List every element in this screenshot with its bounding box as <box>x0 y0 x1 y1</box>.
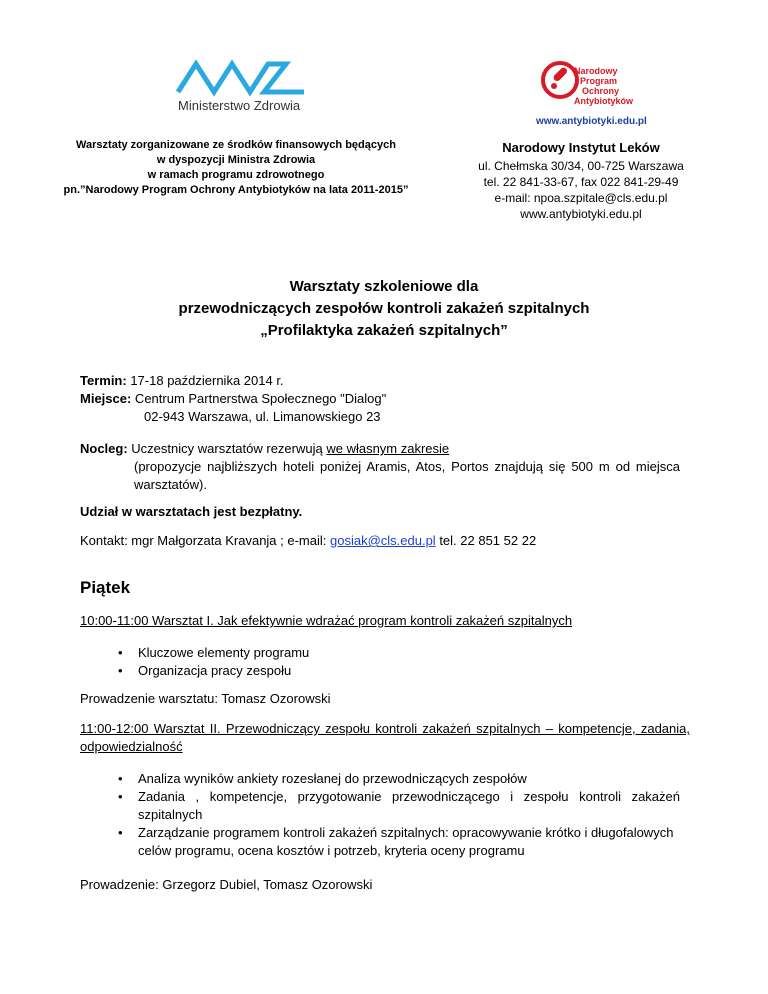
termin-label: Termin: <box>80 373 127 388</box>
funding-note-line: w dyspozycji Ministra Zdrowia <box>156 154 316 166</box>
day-heading: Piątek <box>80 578 131 597</box>
title-line: Warsztaty szkoleniowe dla <box>289 278 479 295</box>
list-item: • Analiza wyników ankiety rozesłanej do przewodniczących zespołów <box>80 770 680 788</box>
session-title: 11:00-12:00 Warsztat II. Przewodniczący zespołu kontroli zakażeń szpitalnych – kompetencje, zadania, odpowiedzialność <box>80 721 690 754</box>
nocleg-block <box>80 440 680 494</box>
institute-email: e-mail: npoa.szpitale@cls.edu.pl <box>494 191 668 205</box>
funding-note-line: w ramach programu zdrowotnego <box>147 169 325 181</box>
ministry-name: Ministerstwo Zdrowia <box>178 98 301 113</box>
institute-address: ul. Chełmska 30/34, 00-725 Warszawa <box>478 159 684 173</box>
list-item: • Organizacja pracy zespołu <box>80 662 680 680</box>
list-item: • Zadania , kompetencje, przygotowanie przewodniczącego i zespołu kontroli zakażeń szpitalnych <box>80 788 680 824</box>
contact-text: Kontakt: mgr Małgorzata Kravanja ; e-mail: <box>80 533 330 548</box>
termin-value: 17-18 października 2014 r. <box>126 373 284 388</box>
list-item: • Zarządzanie programem kontroli zakażeń szpitalnych: opracowywanie krótko i długofalowych celów programu, ocena kosztów i potrzeb, kryteria oceny programu <box>80 824 680 860</box>
contact-row <box>80 532 700 550</box>
miejsce-label: Miejsce: <box>80 391 132 406</box>
event-info <box>80 372 680 426</box>
funding-note <box>60 138 412 198</box>
npoa-logo-line: Narodowy <box>574 66 618 76</box>
session-lead: Prowadzenie: Grzegorz Dubiel, Tomasz Ozorowski <box>80 877 373 892</box>
institute-phone: tel. 22 841-33-67, fax 022 841-29-49 <box>483 175 679 189</box>
npoa-logo <box>536 58 660 128</box>
contact-phone: tel. 22 851 52 22 <box>435 533 537 548</box>
ministry-logo <box>168 58 318 118</box>
miejsce-address: 02-943 Warszawa, ul. Limanowskiego 23 <box>144 409 381 424</box>
nocleg-label: Nocleg: <box>80 441 128 456</box>
nocleg-note: (propozycje najbliższych hoteli poniżej Aramis, Atos, Portos znajdują się 500 m od miejsca warsztatów). <box>134 459 680 492</box>
list-item: • Kluczowe elementy programu <box>80 644 680 662</box>
npoa-logo-line: Program <box>580 76 618 86</box>
title-line: „Profilaktyka zakażeń szpitalnych” <box>260 322 508 339</box>
institute-contact <box>440 138 722 222</box>
funding-note-line: Warsztaty zorganizowane ze środków finansowych będących <box>76 139 396 151</box>
institute-name: Narodowy Instytut Leków <box>502 140 660 155</box>
funding-note-line: pn.”Narodowy Program Ochrony Antybiotyków na lata 2011-2015” <box>63 184 409 196</box>
contact-email-link[interactable]: gosiak@cls.edu.pl <box>330 533 436 548</box>
ministry-logo-mark <box>168 58 318 98</box>
session-lead: Prowadzenie warsztatu: Tomasz Ozorowski <box>80 691 331 706</box>
institute-website: www.antybiotyki.edu.pl <box>520 207 642 221</box>
npoa-logo-url: www.antybiotyki.edu.pl <box>536 116 647 127</box>
nocleg-row <box>80 440 680 458</box>
npoa-logo-line: Ochrony <box>582 86 620 96</box>
session-bullets <box>80 770 680 860</box>
free-note: Udział w warsztatach jest bezpłatny. <box>80 504 303 519</box>
page-title <box>40 276 728 342</box>
miejsce-value: Centrum Partnerstwa Społecznego "Dialog" <box>131 391 387 406</box>
session-bullets <box>80 644 680 680</box>
termin-row <box>80 372 680 390</box>
session-title: 10:00-11:00 Warsztat I. Jak efektywnie wdrażać program kontroli zakażeń szpitalnych <box>80 613 573 628</box>
miejsce-row <box>80 390 680 408</box>
npoa-logo-line: Antybiotyków <box>574 96 634 106</box>
title-line: przewodniczących zespołów kontroli zakażeń szpitalnych <box>178 300 590 317</box>
nocleg-value-underlined: we własnym zakresie <box>326 441 450 456</box>
nocleg-value: Uczestnicy warsztatów rezerwują <box>127 441 327 456</box>
